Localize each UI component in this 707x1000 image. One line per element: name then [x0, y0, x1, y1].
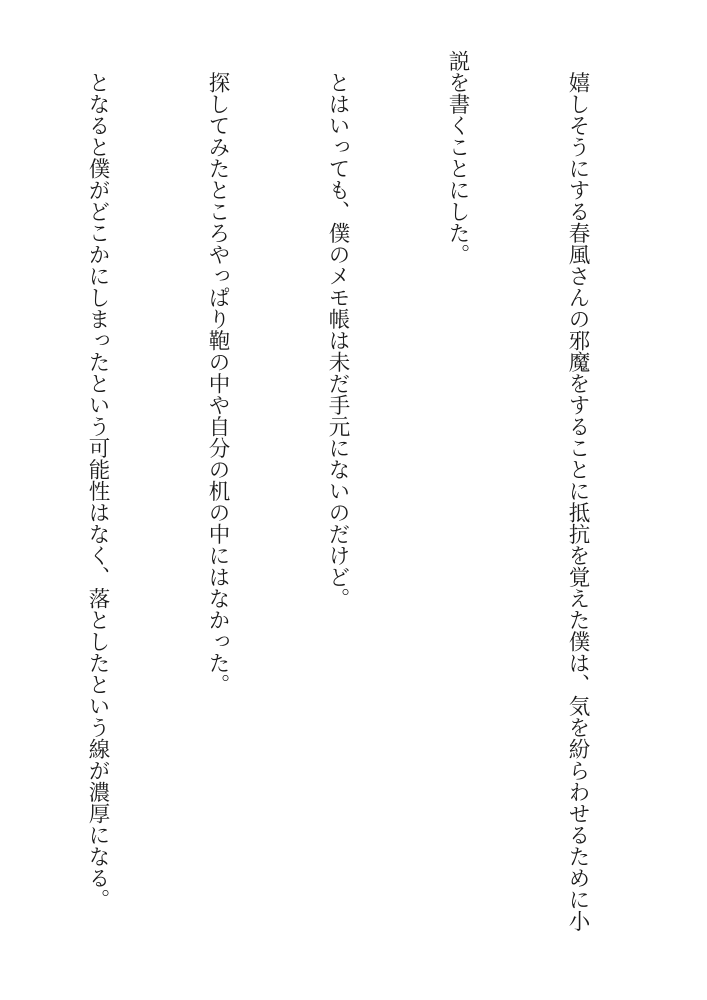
text-line: 探してみたところやっぱり鞄の中や自分の机の中にはなかった。 [205, 50, 230, 695]
vertical-text-body [0, 50, 677, 980]
text-line: となると僕がどこかにしまったという可能性はなく、落としたという線が濃厚になる。 [85, 50, 110, 910]
text-line: 説を書くことにした。 [445, 50, 470, 265]
text-line: 嬉しそうにする春風さんの邪魔をすることに抵抗を覚えた僕は、気を紛らわせるために小 [565, 50, 590, 932]
text-line: とはいっても、僕のメモ帳は未だ手元にないのだけど。 [325, 50, 350, 609]
